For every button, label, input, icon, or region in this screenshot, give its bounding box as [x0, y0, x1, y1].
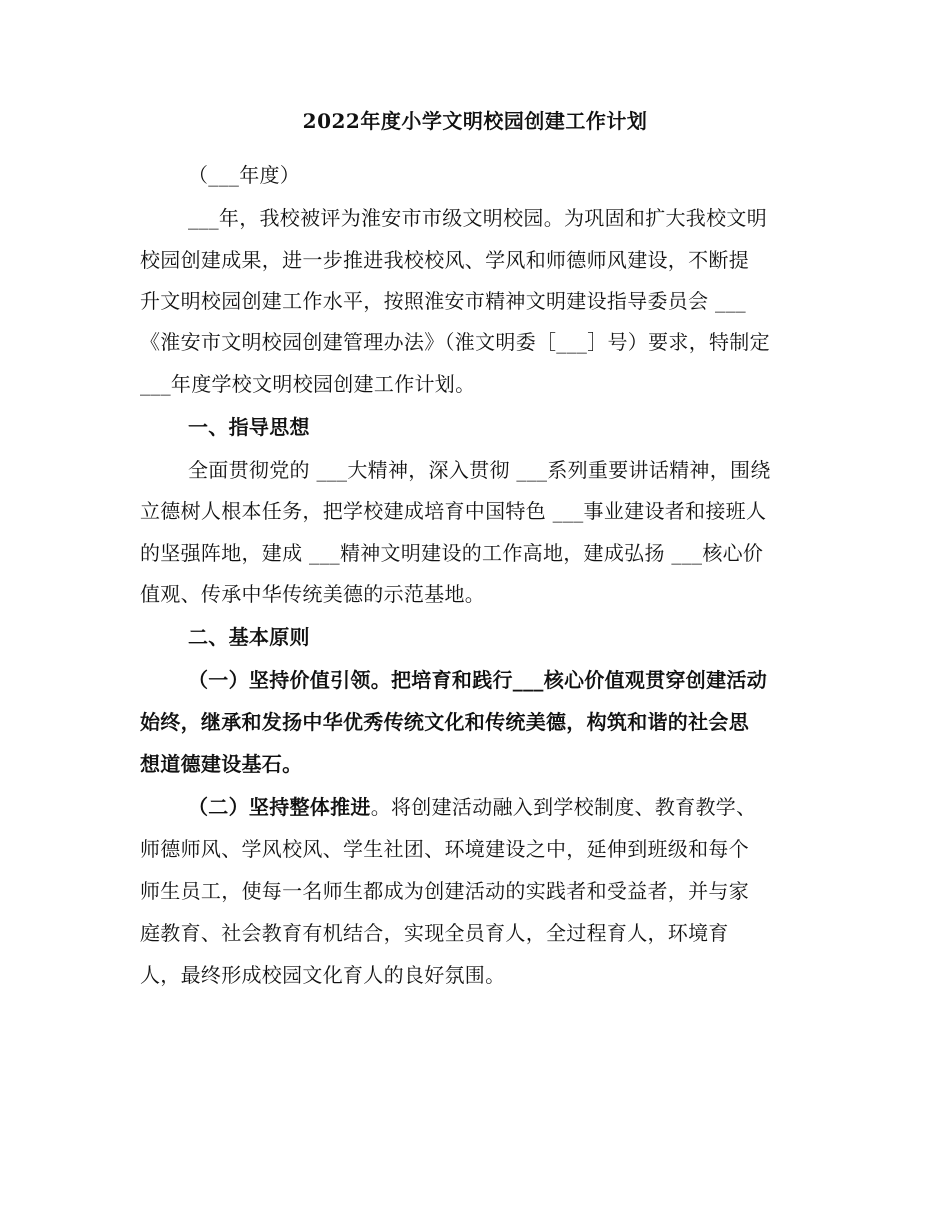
intro-line: ___年，我校被评为淮安市市级文明校园。为巩固和扩大我校文明 [188, 206, 767, 230]
principle-line: 始终，继承和发扬中华优秀传统文化和传统美德，构筑和谐的社会思 [140, 710, 749, 734]
principle-label: （二）坚持整体推进 [188, 795, 371, 819]
principle-first-line [188, 792, 756, 822]
principle-line: 人，最终形成校园文化育人的良好氛围。 [140, 963, 506, 987]
year-subtitle: （___年度） [188, 163, 301, 187]
paragraph-line: 立德树人根本任务，把学校建成培育中国特色 ___事业建设者和接班人 [140, 499, 767, 523]
document-title: 2022年度小学文明校园创建工作计划 [302, 109, 648, 133]
paragraph-line: 全面贯彻党的 ___大精神，深入贯彻 ___系列重要讲话精神，围绕 [188, 458, 771, 482]
principle-line: （一）坚持价值引领。把培育和践行___核心价值观贯穿创建活动 [188, 668, 767, 692]
principle-line: 想道德建设基石。 [140, 752, 303, 776]
paragraph-line: 值观、传承中华传统美德的示范基地。 [140, 582, 486, 606]
intro-line: 升文明校园创建工作水平，按照淮安市精神文明建设指导委员会 ___ [140, 289, 746, 313]
intro-line: 校园创建成果，进一步推进我校校风、学风和师德师风建设，不断提 [140, 248, 749, 272]
section-heading-guiding-ideology: 一、指导思想 [188, 415, 310, 439]
paragraph-line: 的坚强阵地，建成 ___精神文明建设的工作高地，建成弘扬 ___核心价 [140, 541, 764, 565]
intro-line: 《淮安市文明校园创建管理办法》（淮文明委［___］号）要求，特制定 [140, 330, 770, 354]
intro-line: ___年度学校文明校园创建工作计划。 [140, 372, 476, 396]
principle-line: 庭教育、社会教育有机结合，实现全员育人，全过程育人，环境育 [140, 921, 729, 945]
principle-line: 师德师风、学风校风、学生社团、环境建设之中，延伸到班级和每个 [140, 837, 749, 861]
principle-text: 。将创建活动融入到学校制度、教育教学、 [370, 795, 757, 819]
section-heading-basic-principles: 二、基本原则 [188, 625, 310, 649]
principle-line: 师生员工，使每一名师生都成为创建活动的实践者和受益者，并与家 [140, 879, 749, 903]
